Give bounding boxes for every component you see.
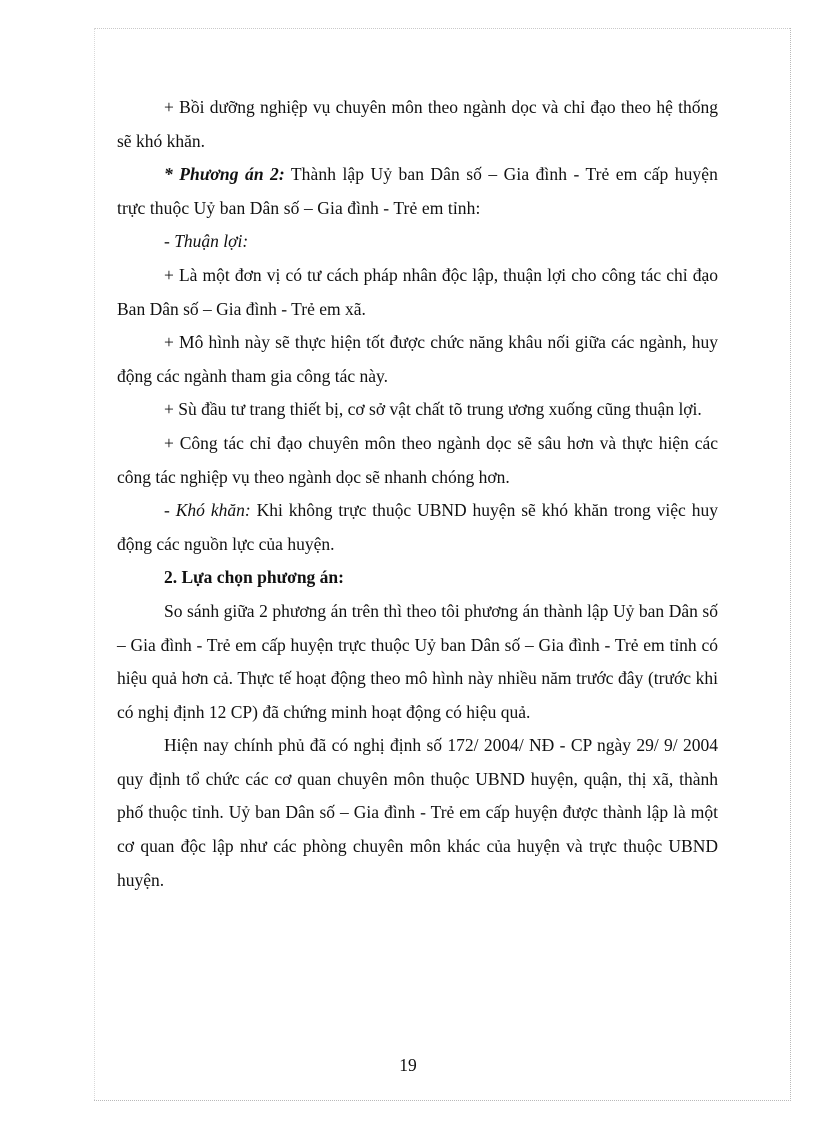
option-2-label: * Phương án 2: (164, 164, 285, 185)
paragraph-option-2 (117, 158, 718, 225)
paragraph-investment: + Sù đầu tư trang thiết bị, cơ sở vật chất tõ trung ương xuống cũng thuận lợi. (164, 399, 702, 420)
paragraph-comparison: So sánh giữa 2 phương án trên thì theo tôi phương án thành lập Uỷ ban Dân số – Gia đình - Trẻ em cấp huyện trực thuộc Uỷ ban Dân số – Gia đình - Trẻ em tỉnh có hiệu quả hơn cả. Thực tế hoạt động theo mô hình này nhiều năm trước đây (trước khi có nghị định 12 CP) đã chứng minh hoạt động có hiệu quả. (117, 600, 718, 722)
paragraph-difficulties (117, 494, 718, 561)
difficulties-text: Khi không trực thuộc UBND huyện sẽ khó khăn trong việc huy động các nguồn lực của huyện. (117, 500, 718, 554)
paragraph-training: + Bồi dưỡng nghiệp vụ chuyên môn theo ngành dọc và chỉ đạo theo hệ thống sẽ khó khăn. (117, 97, 718, 151)
paragraph-legal-entity: + Là một đơn vị có tư cách pháp nhân độc lập, thuận lợi cho công tác chỉ đạo Ban Dân số – Gia đình - Trẻ em xã. (117, 264, 718, 319)
paragraph-decree: Hiện nay chính phủ đã có nghị định số 172/ 2004/ NĐ - CP ngày 29/ 9/ 2004 quy định tổ chức các cơ quan chuyên môn thuộc UBND huyện, quận, thị xã, thành phố thuộc tỉnh. Uỷ ban Dân số – Gia đình - Trẻ em cấp huyện được thành lập là một cơ quan độc lập như các phòng chuyên môn khác của huyện và trực thuộc UBND huyện. (117, 735, 718, 890)
page-border-top (94, 28, 790, 29)
difficulties-label: - Khó khăn: (164, 500, 251, 521)
paragraph-vertical-direction: + Công tác chỉ đạo chuyên môn theo ngành dọc sẽ sâu hơn và thực hiện các công tác nghiệp vụ theo ngành dọc sẽ nhanh chóng hơn. (117, 432, 718, 487)
page-number: 19 (399, 1055, 417, 1075)
option-2-text: Thành lập Uỷ ban Dân số – Gia đình - Trẻ em cấp huyện trực thuộc Uỷ ban Dân số – Gia đình - Trẻ em tỉnh: (117, 164, 718, 218)
section-heading-choose-option: 2. Lựa chọn phương án: (164, 567, 344, 588)
page-border-left (94, 28, 95, 1100)
document-body (117, 91, 718, 897)
heading-advantages: - Thuận lợi: (164, 231, 249, 252)
paragraph-model-function: + Mô hình này sẽ thực hiện tốt được chức năng khâu nối giữa các ngành, huy động các ngành tham gia công tác này. (117, 332, 718, 386)
